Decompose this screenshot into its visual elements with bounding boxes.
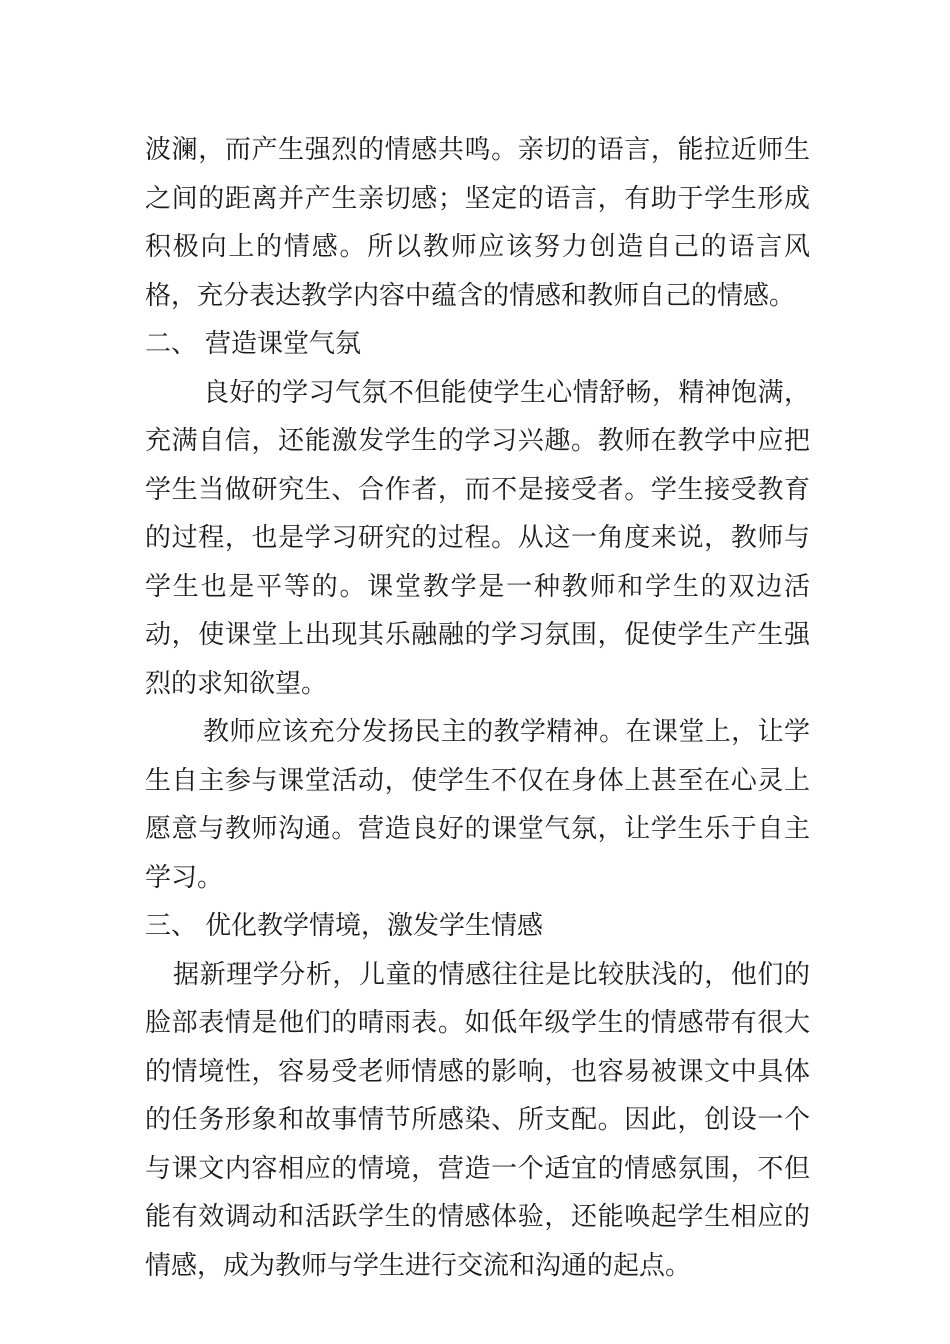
section-heading-2 (145, 320, 810, 369)
paragraph-teaching-context: 据新理学分析，儿童的情感往往是比较肤浅的，他们的脸部表情是他们的晴雨表。如低年级学生的情感带有很大的情境性，容易受老师情感的影响，也容易被课文中具体的任务形象和故事情节所感染、所支配。因此，创设一个与课文内容相应的情境，营造一个适宜的情感氛围，不但能有效调动和活跃学生的情感体验，还能唤起学生相应的情感，成为教师与学生进行交流和沟通的起点。 (145, 959, 810, 1281)
section-title: 营造课堂气氛 (205, 329, 362, 359)
section-title: 优化教学情境，激发学生情感 (205, 911, 544, 941)
paragraph-democratic-teaching: 教师应该充分发扬民主的教学精神。在课堂上，让学生自主参与课堂活动，使学生不仅在身体上甚至在心灵上愿意与教师沟通。营造良好的课堂气氛，让学生乐于自主学习。 (145, 717, 810, 893)
section-number: 二、 (145, 329, 198, 359)
document-body (145, 126, 810, 1290)
paragraph-continuation: 波澜，而产生强烈的情感共鸣。亲切的语言，能拉近师生之间的距离并产生亲切感；坚定的语言，有助于学生形成积极向上的情感。所以教师应该努力创造自己的语言风格，充分表达教学内容中蕴含的情感和教师自己的情感。 (145, 135, 810, 311)
section-number: 三、 (145, 911, 198, 941)
paragraph-classroom-atmosphere: 良好的学习气氛不但能使学生心情舒畅，精神饱满，充满自信，还能激发学生的学习兴趣。教师在教学中应把学生当做研究生、合作者，而不是接受者。学生接受教育的过程，也是学习研究的过程。从这一角度来说，教师与学生也是平等的。课堂教学是一种教师和学生的双边活动，使课堂上出现其乐融融的学习氛围，促使学生产生强烈的求知欲望。 (145, 377, 810, 699)
section-heading-3 (145, 902, 810, 951)
